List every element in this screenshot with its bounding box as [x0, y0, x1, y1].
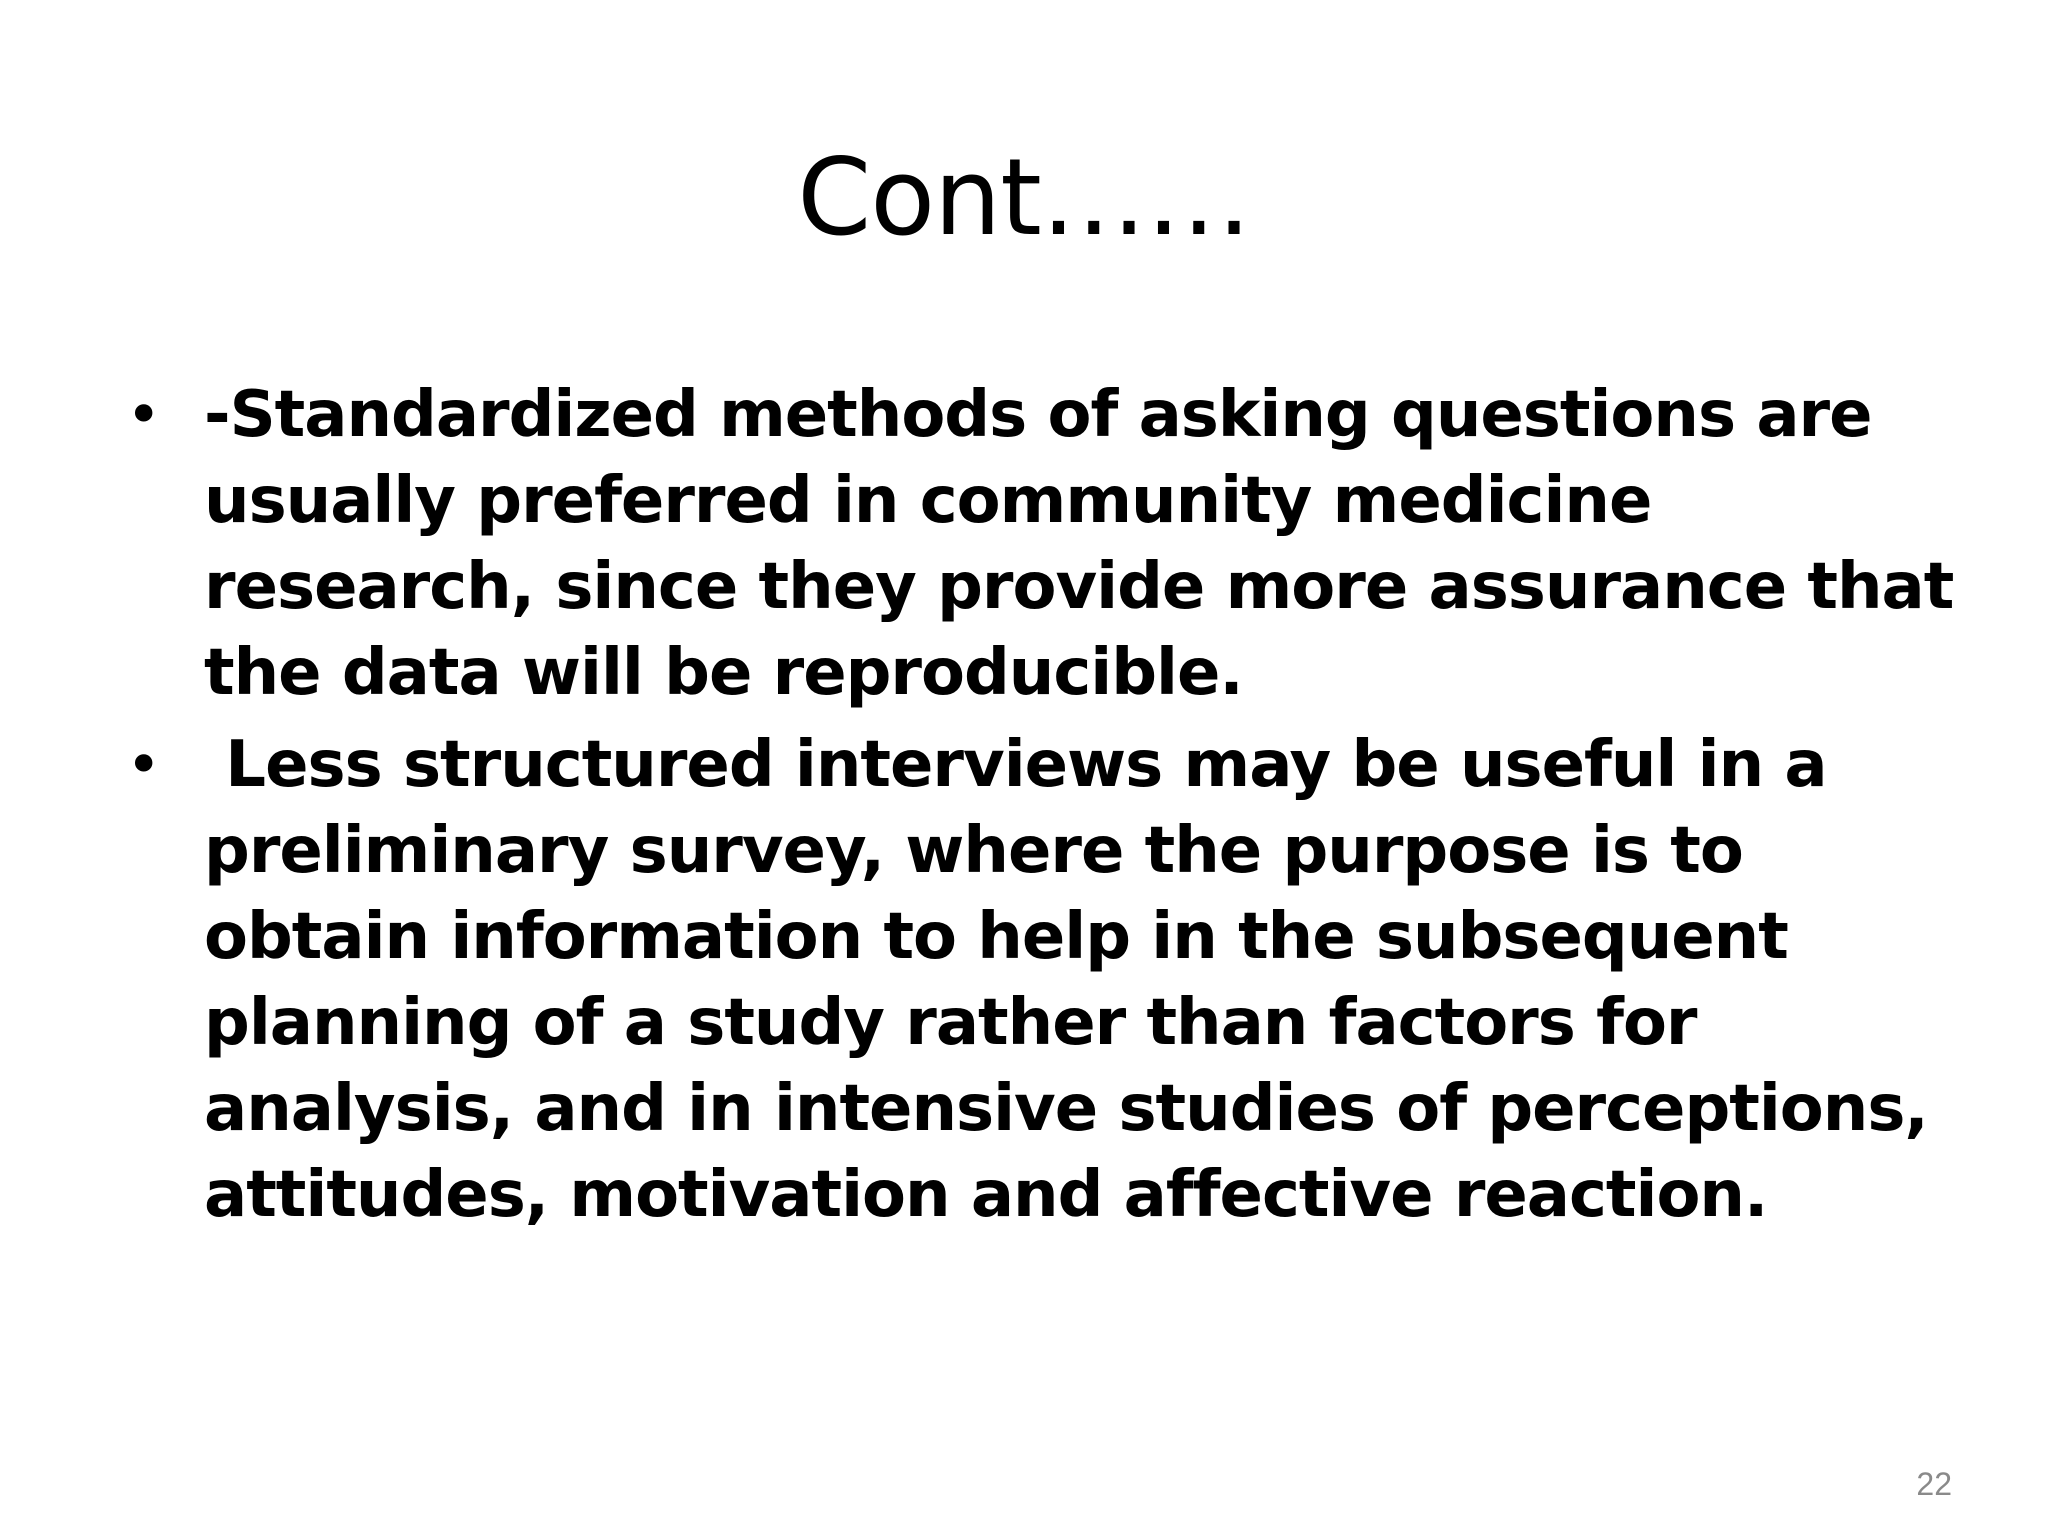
bullet-text: Less structured interviews may be useful in a preliminary survey, where the purpose is to obtain information to help in the subsequent planning of a study rather than factors for analysis, and in intensive studies of perceptions, attitudes, motivation and affective reaction.	[204, 728, 1949, 1232]
slide-number: 22	[1916, 1466, 1952, 1502]
bullet-list	[120, 372, 1960, 1244]
bullet-text: -Standardized methods of asking questions are usually preferred in community medicine research, since they provide more assurance that the data will be reproducible.	[204, 378, 1954, 710]
bullet-icon: •	[126, 380, 161, 450]
bullet-item	[120, 722, 1960, 1238]
bullet-item	[120, 372, 1960, 716]
bullet-icon: •	[126, 730, 161, 800]
slide-title: Cont……	[797, 136, 1251, 259]
